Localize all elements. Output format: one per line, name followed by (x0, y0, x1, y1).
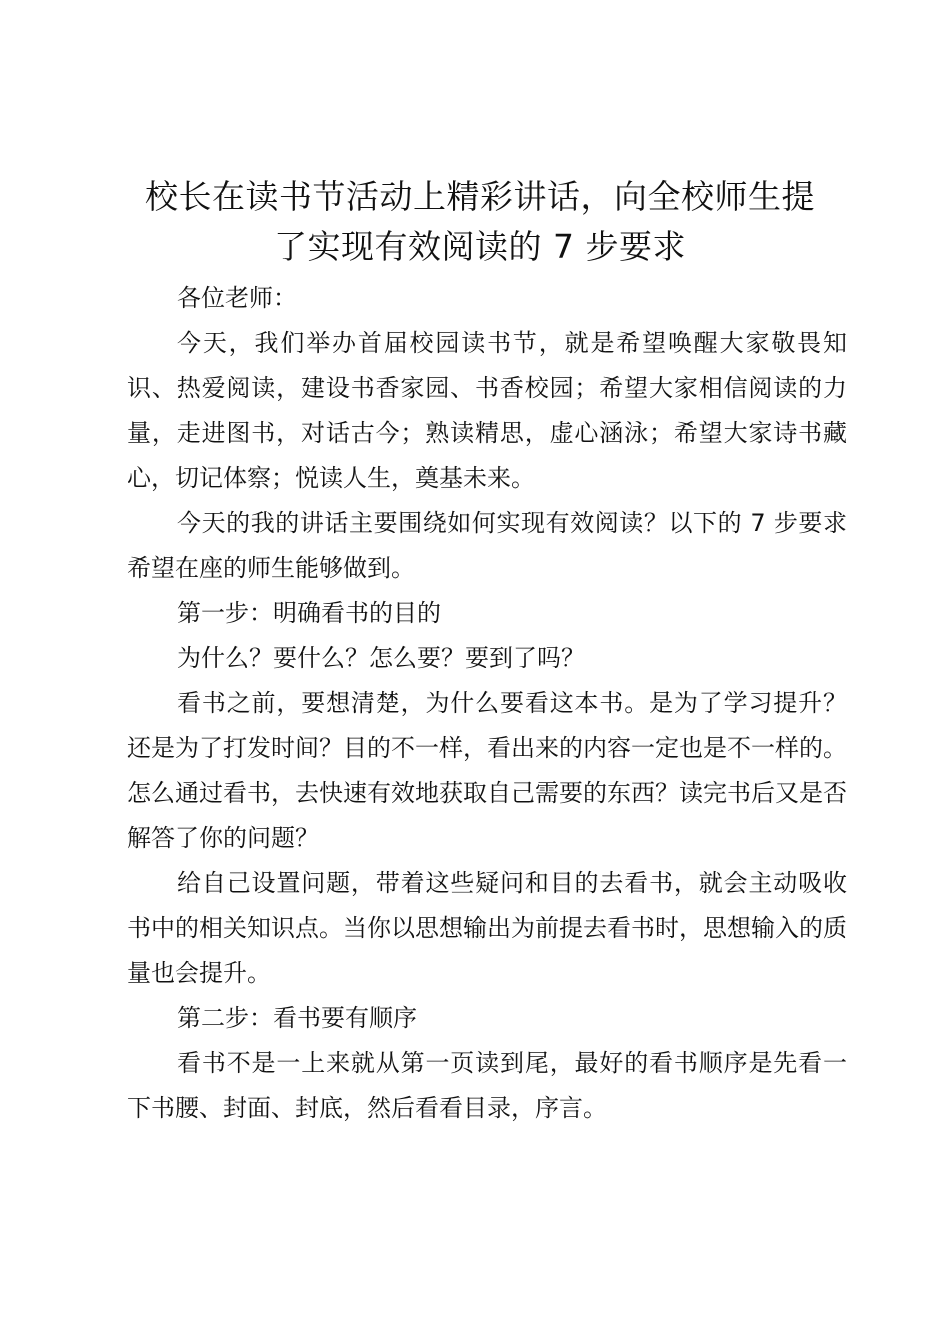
step-1-paragraph-2: 给自己设置问题，带着这些疑问和目的去看书，就会主动吸收书中的相关知识点。当你以思想输出为前提去看书时，思想输入的质量也会提升。 (127, 869, 847, 987)
title-line-1: 校长在读书节活动上精彩讲话，向全校师生提 (145, 177, 815, 216)
salutation: 各位老师： (177, 284, 297, 312)
step-2-paragraph-1: 看书不是一上来就从第一页读到尾，最好的看书顺序是先看一下书腰、封面、封底，然后看看目录，序言。 (127, 1049, 847, 1122)
step-1-heading: 第一步：明确看书的目的 (177, 599, 441, 627)
paragraph-intro: 今天，我们举办首届校园读书节，就是希望唤醒大家敬畏知识、热爱阅读，建设书香家园、书香校园；希望大家相信阅读的力量，走进图书，对话古今；熟读精思，虚心涵泳；希望大家诗书藏心，切记体察；悦读人生，奠基未来。 (127, 329, 847, 492)
document-body (127, 276, 847, 1131)
title-line-2: 了实现有效阅读的 7 步要求 (274, 227, 686, 266)
step-1-questions: 为什么？要什么？怎么要？要到了吗？ (177, 644, 585, 672)
paragraph-topic: 今天的我的讲话主要围绕如何实现有效阅读？以下的 7 步要求希望在座的师生能够做到。 (127, 509, 847, 582)
step-1-paragraph-1: 看书之前，要想清楚，为什么要看这本书。是为了学习提升？还是为了打发时间？目的不一样，看出来的内容一定也是不一样的。怎么通过看书，去快速有效地获取自己需要的东西？读完书后又是否解答了你的问题？ (127, 689, 847, 852)
step-2-heading: 第二步：看书要有顺序 (177, 1004, 417, 1032)
document-title (120, 172, 840, 272)
